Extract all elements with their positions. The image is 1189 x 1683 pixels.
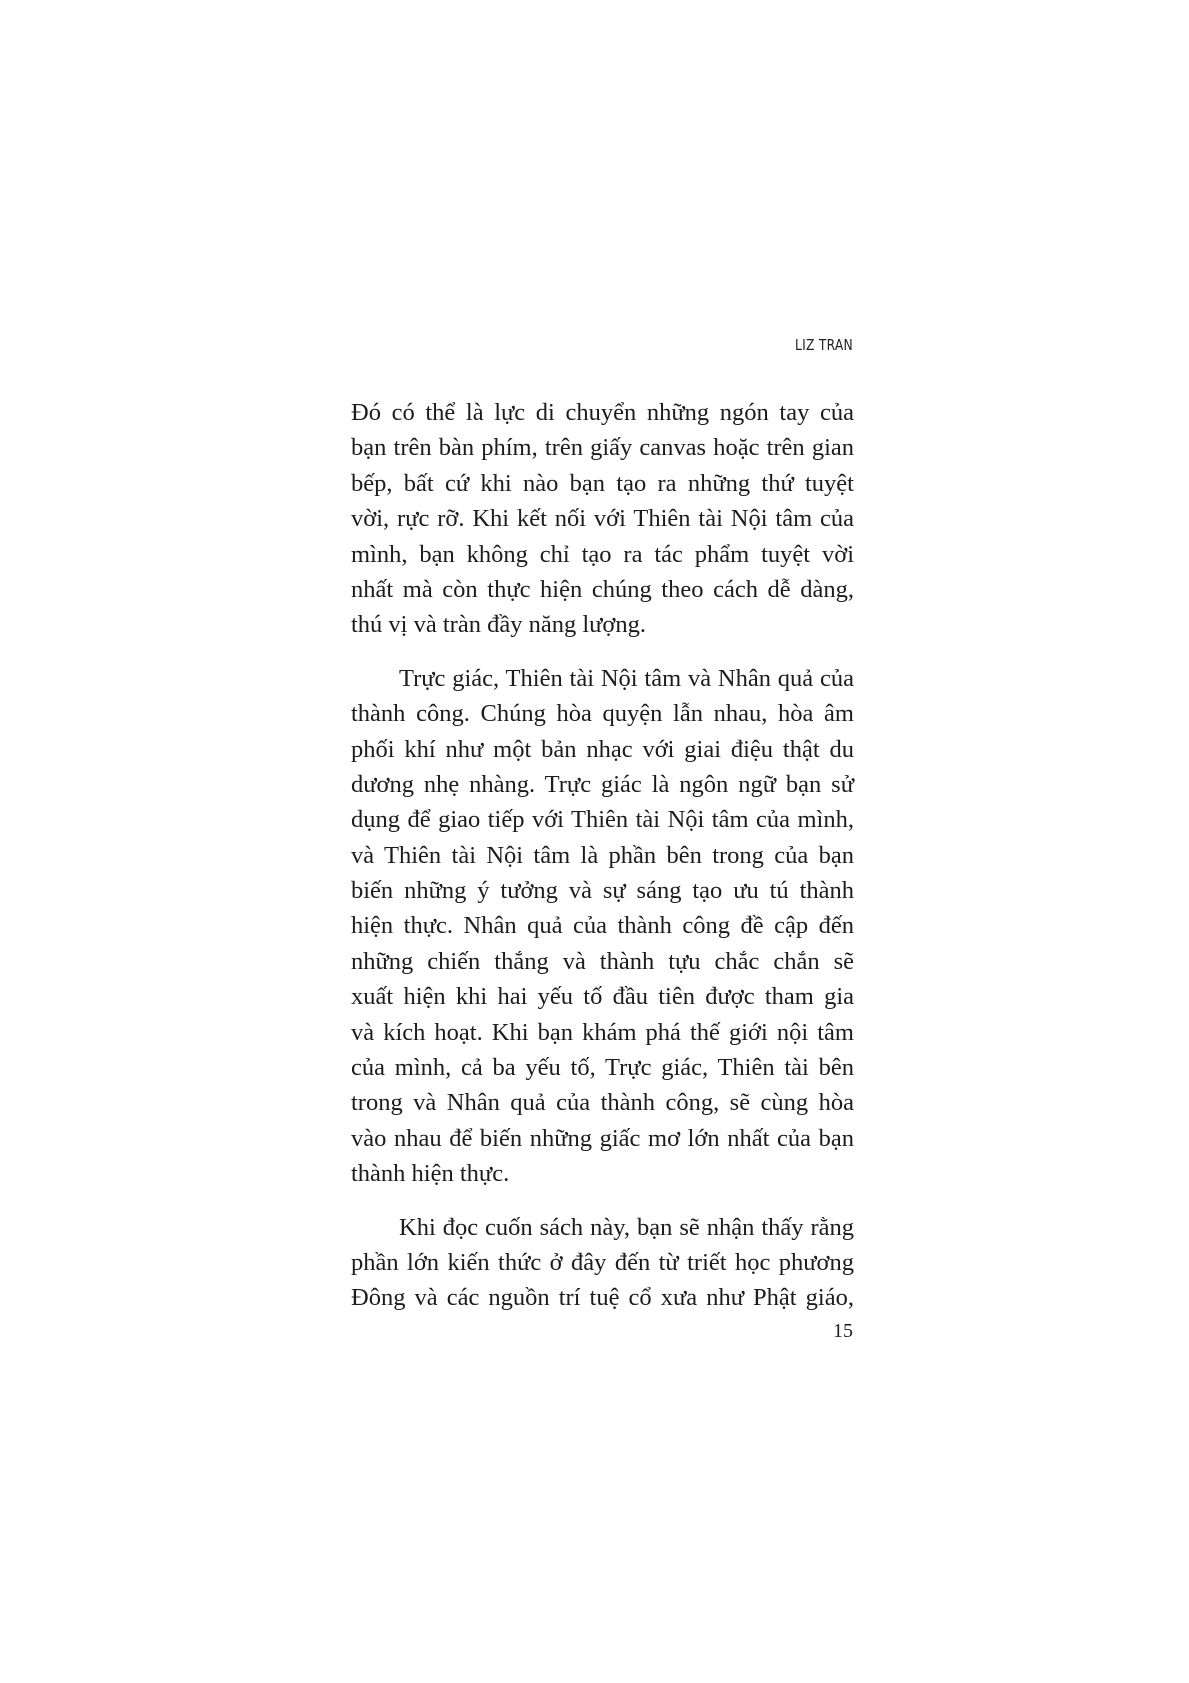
text-line: bạn trên bàn phím, trên giấy canvas hoặc trên gian [351, 434, 854, 462]
text-line: hiện thực. Nhân quả của thành công đề cập đến [351, 912, 854, 940]
paragraph-2 [351, 661, 854, 1192]
text-line: mình, bạn không chỉ tạo ra tác phẩm tuyệt vời [351, 540, 854, 568]
text-line: và kích hoạt. Khi bạn khám phá thế giới nội tâm [351, 1018, 854, 1046]
paragraph-1 [351, 395, 854, 643]
text-line: phối khí như một bản nhạc với giai điệu thật du [351, 735, 854, 763]
text-line: vào nhau để biến những giấc mơ lớn nhất của bạn [351, 1124, 854, 1152]
paragraph-3 [351, 1210, 854, 1316]
text-line: thành hiện thực. [351, 1160, 510, 1188]
text-line: những chiến thắng và thành tựu chắc chắn sẽ [351, 947, 854, 975]
text-line: phần lớn kiến thức ở đây đến từ triết học phương [351, 1248, 854, 1276]
body-text [351, 395, 854, 1334]
text-line: thú vị và tràn đầy năng lượng. [351, 611, 646, 639]
text-line: dương nhẹ nhàng. Trực giác là ngôn ngữ bạn sử [351, 770, 854, 798]
text-line: thành công. Chúng hòa quyện lẫn nhau, hòa âm [351, 700, 854, 728]
text-line: và Thiên tài Nội tâm là phần bên trong của bạn [351, 841, 854, 869]
text-line: biến những ý tưởng và sự sáng tạo ưu tú thành [351, 877, 854, 905]
text-line: Đông và các nguồn trí tuệ cổ xưa như Phật giáo, [351, 1284, 854, 1312]
text-line: bếp, bất cứ khi nào bạn tạo ra những thứ tuyệt [351, 469, 854, 497]
text-line: Khi đọc cuốn sách này, bạn sẽ nhận thấy rằng [399, 1213, 854, 1241]
text-line: Đó có thể là lực di chuyển những ngón tay của [351, 399, 854, 426]
text-line: trong và Nhân quả của thành công, sẽ cùng hòa [351, 1089, 854, 1117]
text-line: của mình, cả ba yếu tố, Trực giác, Thiên tài bên [351, 1054, 854, 1082]
running-header-author: LIZ TRAN [795, 336, 853, 354]
text-line: Trực giác, Thiên tài Nội tâm và Nhân quả của [399, 664, 854, 692]
text-line: nhất mà còn thực hiện chúng theo cách dễ dàng, [351, 575, 854, 603]
text-line: dụng để giao tiếp với Thiên tài Nội tâm của mình, [351, 806, 854, 834]
text-line: vời, rực rỡ. Khi kết nối với Thiên tài Nội tâm của [351, 505, 854, 533]
page-number: 15 [833, 1320, 853, 1342]
text-line: xuất hiện khi hai yếu tố đầu tiên được tham gia [351, 983, 854, 1011]
